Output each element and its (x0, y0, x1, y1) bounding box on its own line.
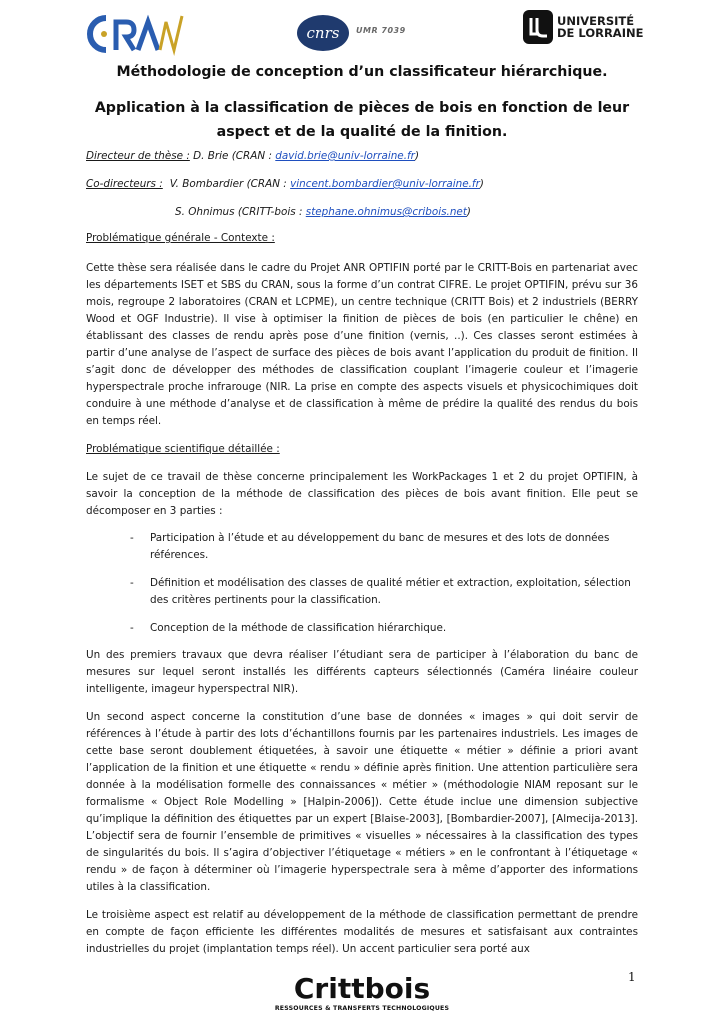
paragraph-context: Cette thèse sera réalisée dans le cadre du Projet ANR OPTIFIN porté par le CRITT-Bois en partenariat avec les départements ISET et SBS du CRAN, sous la forme d’un contrat CIFRE. Le projet OPTIFIN, prévu sur 36 mois, regroupe 2 laboratoires (CRAN et LCPME), un centre technique (CRITT Bois) et 2 industriels (BERRY Wood et OGF Industrie). Il vise à optimiser la finition de pièces de bois (en particulier le chêne) en établissant des classes de rendu après pose d’une finition (vernis, ..). Ces classes seront estimées à partir d’une analyse de l’aspect de surface des pièces de bois avant l’application du produit de finition. Il s’agit donc de développer des méthodes de classification couplant l’imagerie couleur et l’imagerie hyperspectrale proche infrarouge (NIR. La prise en compte des aspects visuels et physicochimiques doit conduire à une méthode d’analyse et de classification à même de prédire la qualité des rendus du bois en temps réel. (86, 262, 638, 427)
page-number: 1 (628, 970, 636, 984)
list-item-text: Définition et modélisation des classes de qualité métier et extraction, exploitation, sélection des critères pertinents pour la classification. (150, 577, 631, 606)
director-name: D. Brie (CRAN : (189, 150, 276, 162)
director-line (86, 150, 419, 162)
paragraph-third-aspect: Le troisième aspect est relatif au développement de la méthode de classification permettant de prendre en compte de façon efficiente les différentes modalités de mesures et satisfaisant aux contraintes industrielles du projet (implantation temps réel). Un accent particulier sera porté aux (86, 909, 638, 955)
paragraph-second-aspect: Un second aspect concerne la constitution d’une base de données « images » qui doit servir de références à l’étude à partir des lots d’échantillons fournis par les partenaires industriels. Les images de cette base seront doublement étiquetées, à savoir une étiquette « métier » définie a priori avant l’application de la finition et une étiquette « rendu » définie après finition. Une attention particulière sera donnée à la modélisation formelle des connaissances « métier » (méthodologie NIAM reposant sur le formalisme « Object Role Modelling » [Halpin-2006]). Cette étude inclue une dimension subjective qu’implique la définition des étiquettes par un expert [Blaise-2003], [Bombardier-2007], [Almecija-2013]. L’objectif sera de fournir l’ensemble de primitives « visuelles » nécessaires à la classification des types de singularités du bois. Il s’agira d’objectiver l’étiquetage « métiers » en le confrontant à l’étiquetage « rendu » de façon à déterminer où l’imagerie hyperspectrale sera à même d’apporter des informations utiles à la classification. (86, 711, 638, 893)
universite-lorraine-logo (523, 10, 553, 44)
document-subtitle: Application à la classification de pièces de bois en fonction de leur aspect et de la qualité de la finition. (94, 100, 630, 140)
codirectors-label: Co-directeurs : (86, 178, 163, 190)
codirector-1-close: ) (479, 178, 484, 190)
cran-logo (86, 10, 186, 58)
universite-lorraine-text (557, 15, 643, 39)
list-item-text: Participation à l’étude et au développement du banc de mesures et des lots de données références. (150, 532, 610, 561)
heading-context: Problématique générale - Contexte : (86, 232, 275, 244)
codirector-line-1 (86, 178, 484, 190)
codirector-1-name: V. Bombardier (CRAN : (169, 178, 291, 190)
director-close: ) (414, 150, 419, 162)
director-email-link[interactable]: david.brie@univ-lorraine.fr (275, 150, 415, 162)
bullet-marker: - (130, 622, 134, 634)
codirector-2-close: ) (466, 206, 471, 218)
codirector-2-email-link[interactable]: stephane.ohnimus@cribois.net (305, 206, 467, 218)
ul-line-2: DE LORRAINE (557, 26, 644, 40)
paragraph-first-work: Un des premiers travaux que devra réaliser l’étudiant sera de participer à l’élaboration du banc de mesures sur lequel seront installés les différents capteurs sélectionnés (Caméra linéaire couleur intelligente, imageur hyperspectral NIR). (86, 649, 638, 695)
director-label: Directeur de thèse : (86, 150, 190, 162)
cnrs-logo-text: cnrs (306, 24, 340, 42)
crittbois-logo-text: Crittbois (293, 972, 431, 1005)
codirector-line-2 (175, 206, 471, 218)
codirector-2-name: S. Ohnimus (CRITT-bois : (175, 206, 306, 218)
codirector-1-email-link[interactable]: vincent.bombardier@univ-lorraine.fr (290, 178, 480, 190)
crittbois-logo-subtitle: RESSOURCES & TRANSFERTS TECHNOLOGIQUES (274, 1005, 450, 1012)
heading-scientific: Problématique scientifique détaillée : (86, 443, 280, 455)
umr-label: UMR 7039 (356, 26, 406, 35)
paragraph-scientific-intro: Le sujet de ce travail de thèse concerne principalement les WorkPackages 1 et 2 du projet OPTIFIN, à savoir la conception de la méthode de classification des pièces de bois avant finition. Elle peut se décomposer en 3 parties : (86, 471, 638, 517)
list-item-text: Conception de la méthode de classification hiérarchique. (150, 622, 447, 634)
bullet-marker: - (130, 577, 134, 589)
bullet-marker: - (130, 532, 134, 544)
ul-line-1: UNIVERSITÉ (557, 14, 635, 28)
document-title: Méthodologie de conception d’un classificateur hiérarchique. (116, 64, 608, 80)
cnrs-logo (296, 14, 350, 52)
